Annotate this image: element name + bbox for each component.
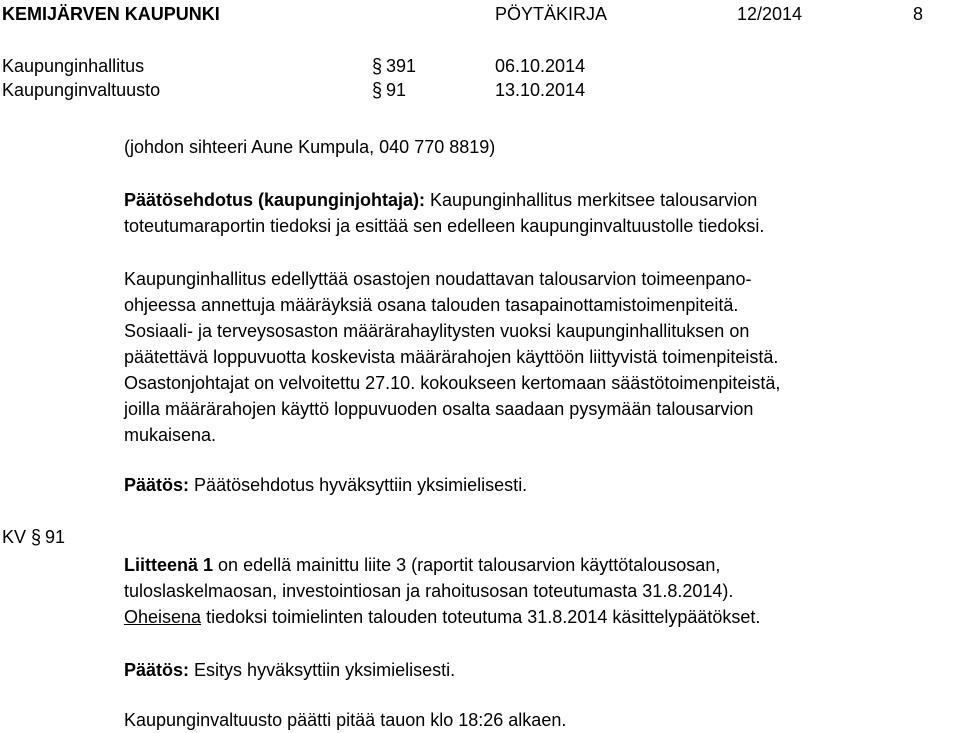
document-type: PÖYTÄKIRJA (495, 4, 608, 24)
section-number: 91 (386, 80, 407, 100)
decision-proposal (124, 187, 954, 239)
decision-label: Päätös: (124, 475, 190, 495)
decision-text: Päätösehdotus hyväksyttiin yksimielisesti. (194, 475, 528, 495)
organization-name: KEMIJÄRVEN KAUPUNKI (2, 4, 220, 24)
final-note (124, 707, 954, 733)
section-reference (372, 79, 406, 101)
decision-1 (124, 472, 954, 498)
section-mark: § (372, 54, 383, 78)
attachment-text: on edellä mainittu liite 3 (raportit talousarvion käyttötalousosan, (218, 555, 721, 575)
paragraph-line: päätettävä loppuvuotta koskevista määrärahojen käyttöön liittyvistä toimenpiteistä. (124, 347, 779, 367)
kv-section-reference (2, 526, 65, 548)
requirements-paragraph (124, 266, 954, 448)
contact-text: (johdon sihteeri Aune Kumpula, 040 770 8819) (124, 137, 496, 157)
paragraph-line: ohjeessa annettuja määräyksiä osana talouden tasapainottamistoimenpiteitä. (124, 295, 739, 315)
decision-2 (124, 657, 954, 683)
kv-label: KV (2, 527, 27, 547)
section-number: 391 (386, 56, 417, 76)
decision-label: Päätös: (124, 660, 190, 680)
paragraph-line: joilla määrärahojen käyttö loppuvuoden osalta saadaan pysymään talousarvion (124, 399, 754, 419)
document-number: 12/2014 (737, 4, 803, 24)
section-mark: § (31, 525, 42, 549)
kv-number: 91 (45, 527, 66, 547)
meeting-body: Kaupunginhallitus (2, 56, 145, 76)
paragraph-line: mukaisena. (124, 425, 217, 445)
paragraph-line: Kaupunginhallitus edellyttää osastojen noudattavan talousarvion toimeenpano- (124, 269, 752, 289)
attachment-label: Liitteenä 1 (124, 555, 214, 575)
meeting-date: 06.10.2014 (495, 56, 586, 76)
meeting-date: 13.10.2014 (495, 80, 586, 100)
contact-line (124, 134, 954, 160)
section-mark: § (372, 78, 383, 102)
enclosed-text: tiedoksi toimielinten talouden toteutuma 31.8.2014 käsittelypäätökset. (206, 607, 761, 627)
proposal-text: Kaupunginhallitus merkitsee talousarvion (430, 190, 758, 210)
final-note-text: Kaupunginvaltuusto päätti pitää tauon klo 18:26 alkaen. (124, 710, 567, 730)
decision-text: Esitys hyväksyttiin yksimielisesti. (194, 660, 456, 680)
proposal-label: Päätösehdotus (kaupunginjohtaja): (124, 190, 426, 210)
paragraph-line: Sosiaali- ja terveysosaston määrärahaylitysten vuoksi kaupunginhallituksen on (124, 321, 750, 341)
section-reference (372, 55, 416, 77)
paragraph-line: Osastonjohtajat on velvoitettu 27.10. kokoukseen kertomaan säästötoimenpiteistä, (124, 373, 781, 393)
attachment-paragraph (124, 552, 954, 630)
proposal-text: toteutumaraportin tiedoksi ja esittää sen edelleen kaupunginvaltuustolle tiedoksi. (124, 216, 765, 236)
page-number: 8 (913, 4, 924, 24)
attachment-text: tuloslaskelmaosan, investointiosan ja rahoitusosan toteutumasta 31.8.2014). (124, 581, 734, 601)
enclosed-label: Oheisena (124, 607, 202, 627)
meeting-body: Kaupunginvaltuusto (2, 80, 161, 100)
